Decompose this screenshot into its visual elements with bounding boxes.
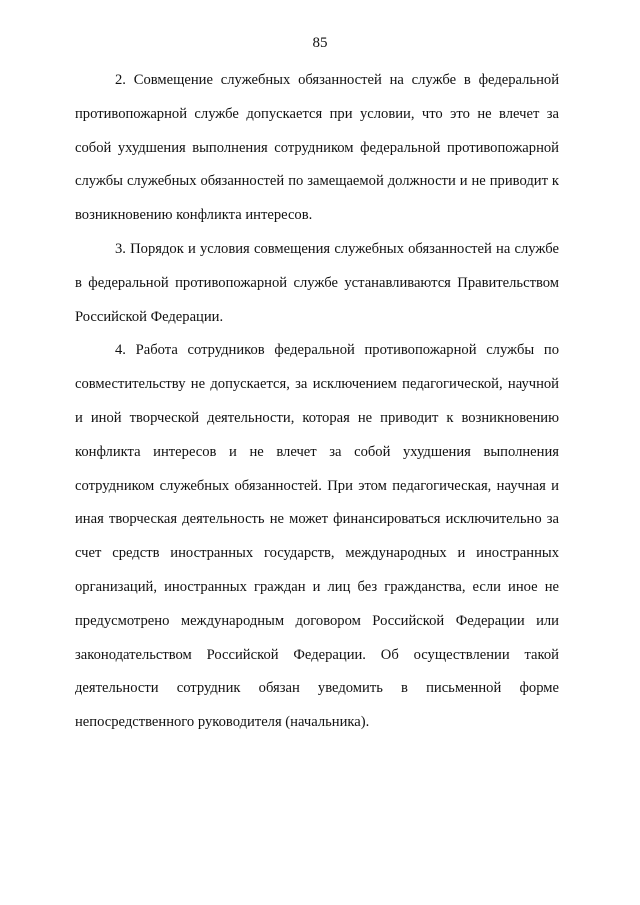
page-number: 85 (312, 35, 328, 51)
paragraph-3: 3. Порядок и условия совмещения служебных обязанностей на службе в федеральной противопожарной службе устанавливаются Правительством Российской Федерации. (75, 240, 559, 325)
document-body (75, 64, 559, 740)
paragraph-2: 2. Совмещение служебных обязанностей на службе в федеральной противопожарной службе допускается при условии, что это не влечет за собой ухудшения выполнения сотрудником федеральной противопожарной службы служебных обязанностей по замещаемой должности и не приводит к возникновению конфликта интересов. (75, 72, 559, 224)
paragraph-4: 4. Работа сотрудников федеральной противопожарной службы по совместительству не допускается, за исключением педагогической, научной и иной творческой деятельности, которая не приводит к возникновению конфликта интересов и не влечет за собой ухудшения выполнения сотрудником служебных обязанностей. При этом педагогическая, научная и иная творческая деятельность не может финансироваться исключительно за счет средств иностранных государств, международных и иностранных организаций, иностранных граждан и лиц без гражданства, если иное не предусмотрено международным договором Российской Федерации или законодательством Российской Федерации. Об осуществлении такой деятельности сотрудник обязан уведомить в письменной форме непосредственного руководителя (начальника). (75, 342, 559, 731)
